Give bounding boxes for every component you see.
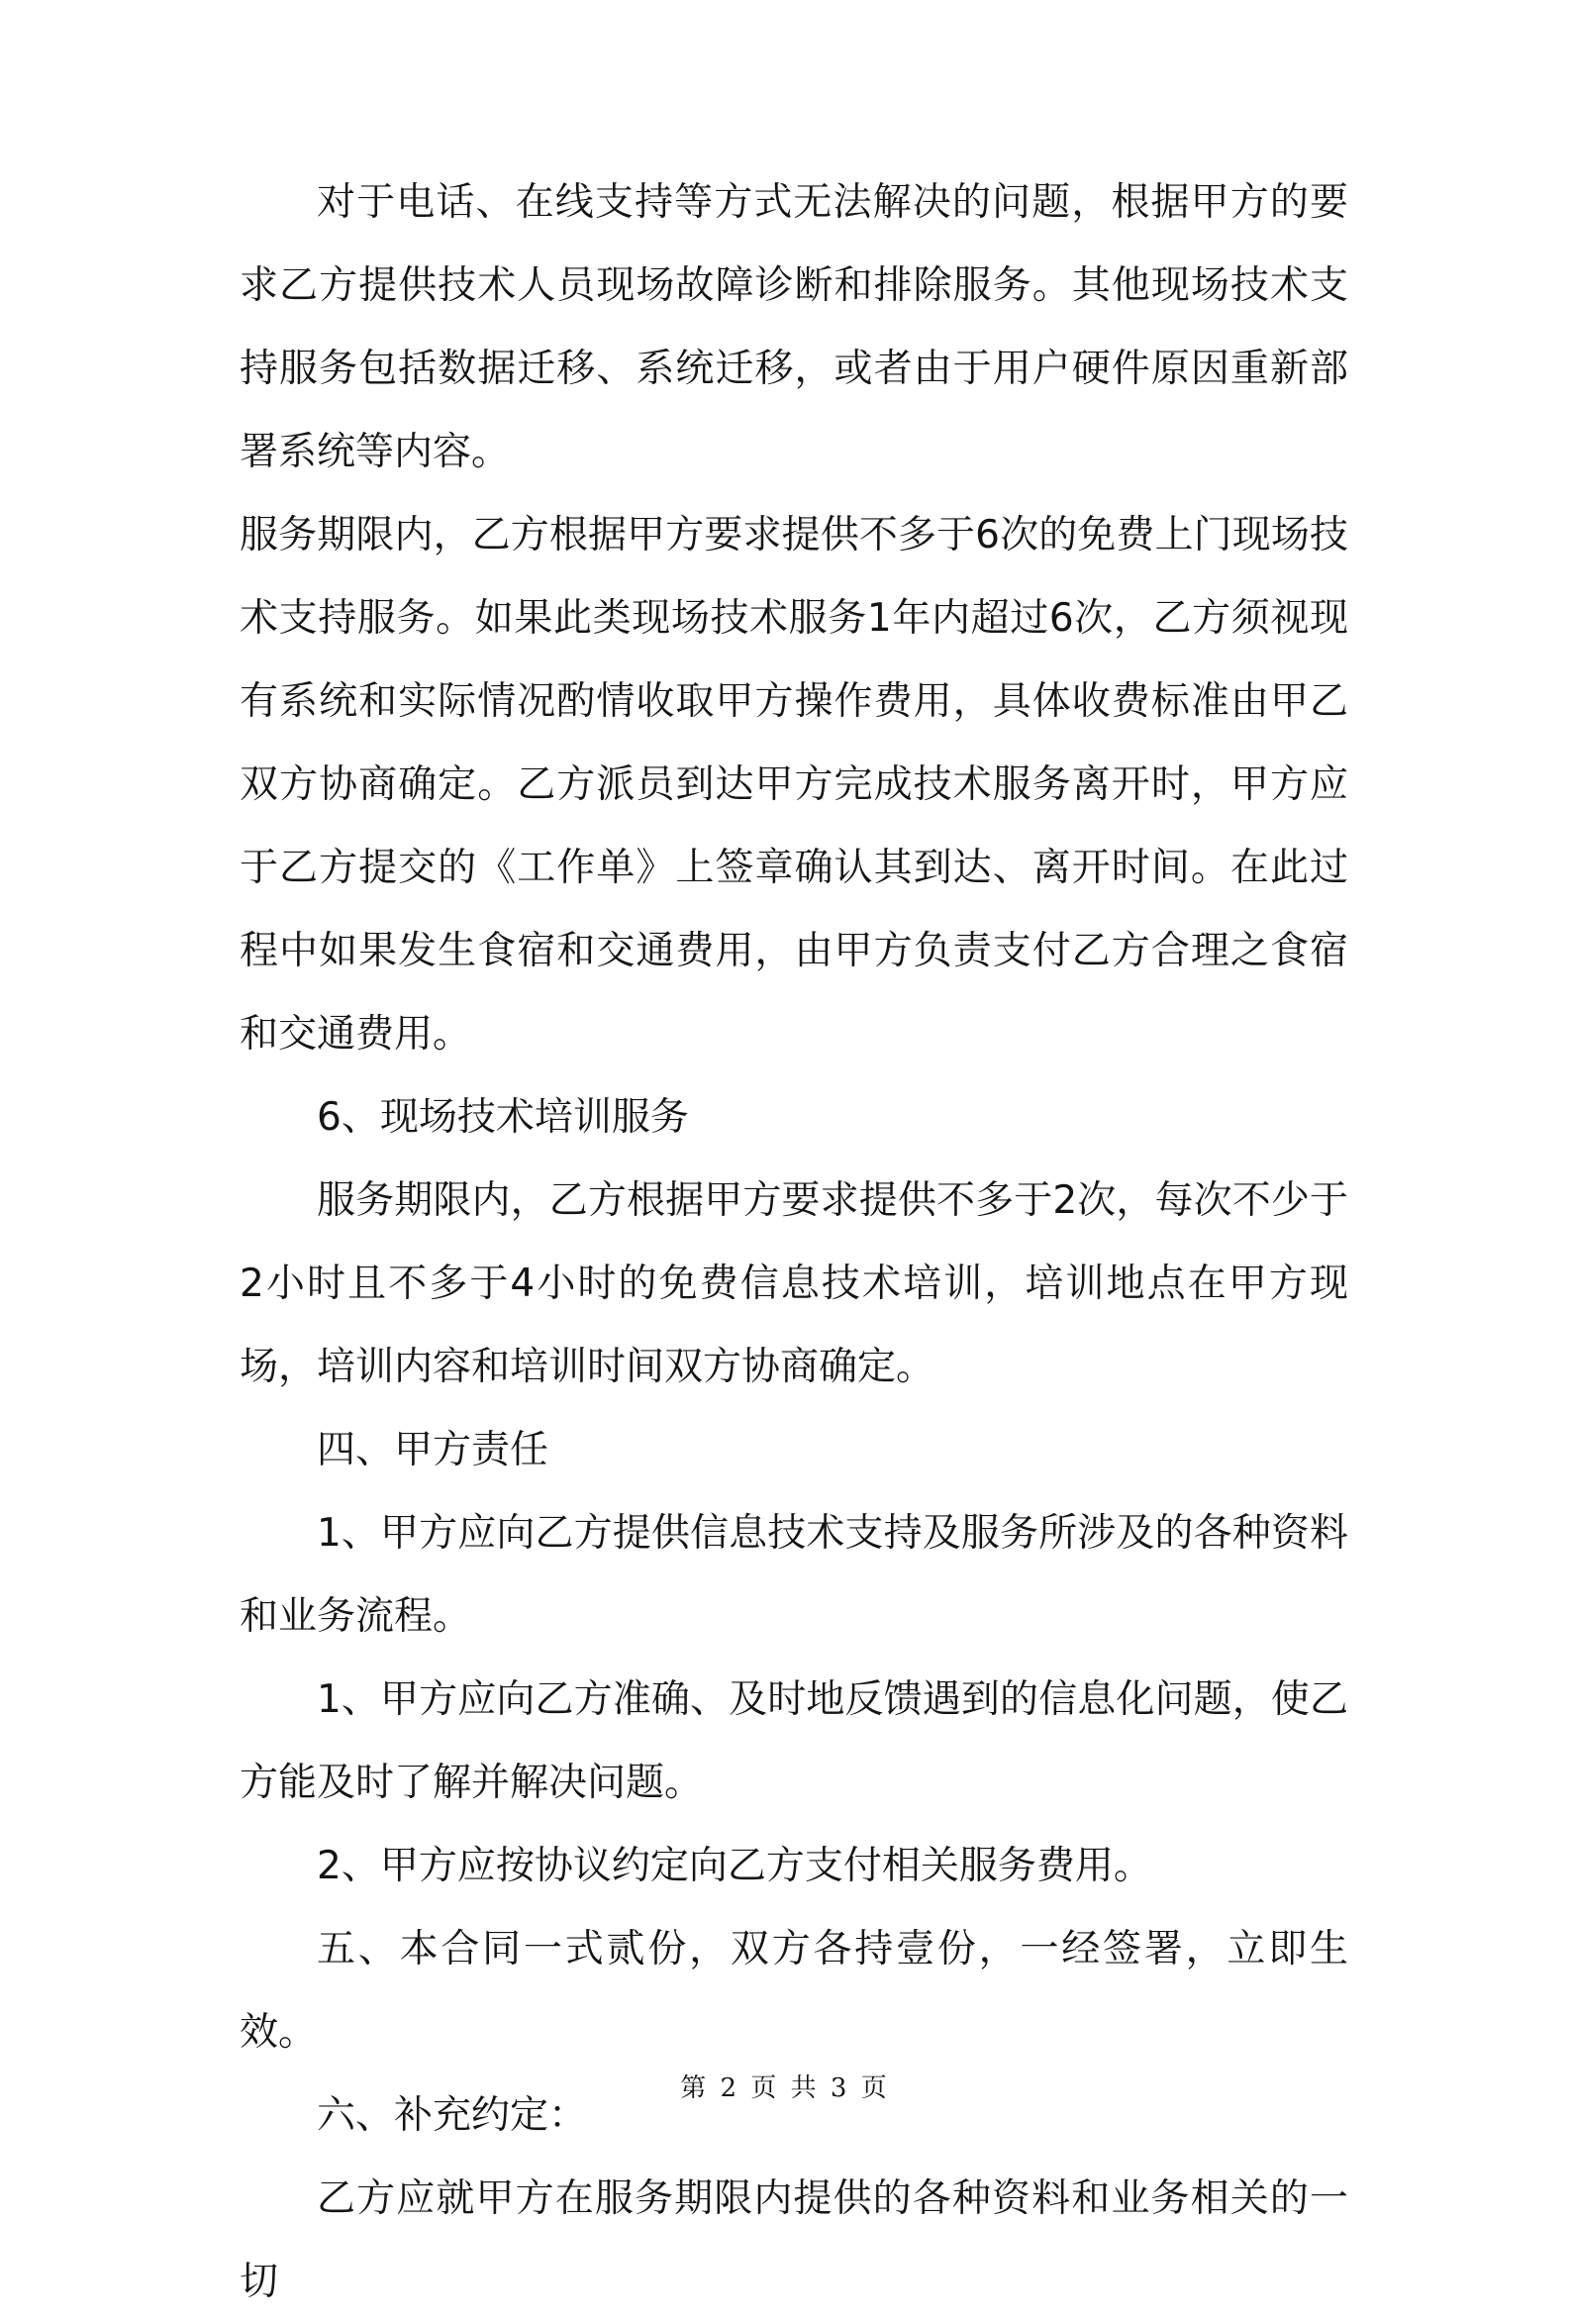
document-body xyxy=(240,161,1348,2324)
clause-provide-materials: 1、甲方应向乙方提供信息技术支持及服务所涉及的各种资料和业务流程。 xyxy=(240,1511,1348,1639)
clause-contract-copies: 五、本合同一式贰份，双方各持壹份，一经签署，立即生效。 xyxy=(240,1927,1348,2055)
paragraph-training-terms: 服务期限内，乙方根据甲方要求提供不多于2次，每次不少于2小时且不多于4小时的免费信息技术培训，培训地点在甲方现场，培训内容和培训时间双方协商确定。 xyxy=(240,1178,1348,1389)
page-number-footer: 第 2 页 共 3 页 xyxy=(680,2073,890,2103)
paragraph-onsite-support: 对于电话、在线支持等方式无法解决的问题，根据甲方的要求乙方提供技术人员现场故障诊断和排除服务。其他现场技术支持服务包括数据迁移、系统迁移，或者由于用户硬件原因重新部署系统等内容。 xyxy=(240,180,1348,474)
paragraph-supplementary-start: 乙方应就甲方在服务期限内提供的各种资料和业务相关的一切 xyxy=(240,2176,1348,2304)
clause-feedback-issues: 1、甲方应向乙方准确、及时地反馈遇到的信息化问题，使乙方能及时了解并解决问题。 xyxy=(240,1677,1348,1805)
heading-onsite-training: 6、现场技术培训服务 xyxy=(317,1095,689,1140)
heading-party-a-responsibility: 四、甲方责任 xyxy=(317,1428,549,1472)
heading-supplementary: 六、补充约定： xyxy=(317,2093,588,2138)
clause-pay-fees: 2、甲方应按协议约定向乙方支付相关服务费用。 xyxy=(317,1844,1152,1888)
paragraph-service-limit: 服务期限内，乙方根据甲方要求提供不多于6次的免费上门现场技术支持服务。如果此类现场技术服务1年内超过6次，乙方须视现有系统和实际情况酌情收取甲方操作费用，具体收费标准由甲乙双方协商确定。乙方派员到达甲方完成技术服务离开时，甲方应于乙方提交的《工作单》上签章确认其到达、离开时间。在此过程中如果发生食宿和交通费用，由甲方负责支付乙方合理之食宿和交通费用。 xyxy=(240,513,1348,1057)
